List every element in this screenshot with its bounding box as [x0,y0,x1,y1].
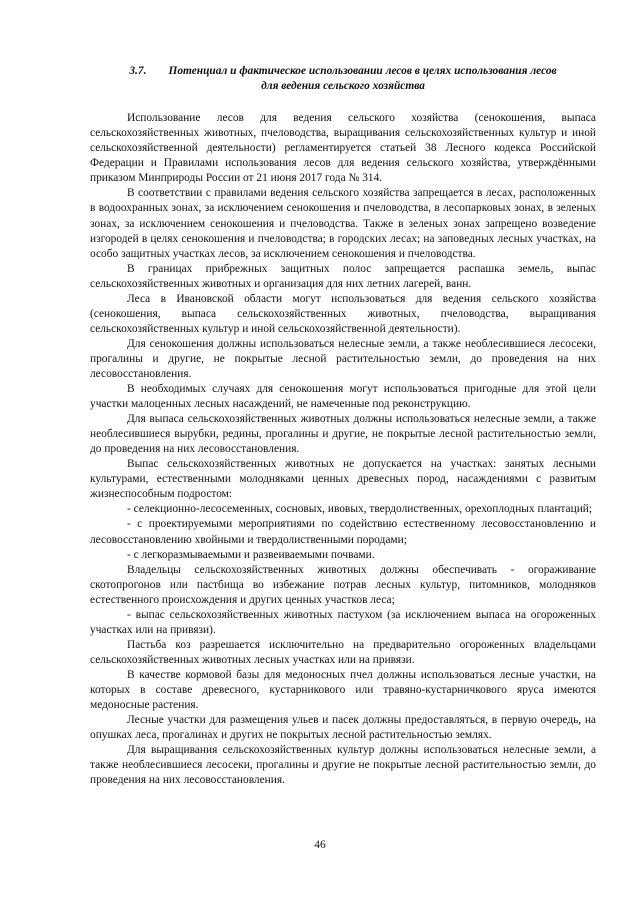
section-body [90,111,596,788]
section-heading [90,64,596,93]
list-item: - с легкоразмываемыми и развеиваемыми почвами. [127,548,375,561]
list-item: - селекционно-лесосеменных, сосновых, ивовых, твердолиственных, орехоплодных плантаций; [127,503,593,516]
section-title-line-2: для ведения сельского хозяйства [261,79,425,92]
page-number: 46 [314,839,326,851]
section-heading-line-1 [90,64,596,79]
document-page [90,64,596,788]
paragraph: Пастьба коз разрешается исключительно на предварительно огороженных владельцами сельскохозяйственных животных лесных участках или на привязи. [90,638,596,666]
paragraph: Для выращивания сельскохозяйственных культур должны использоваться нелесные земли, а также необлесившиеся лесосеки, прогалины и другие не покрытые лесной растительностью земли, до проведения на них лесовосстановления. [90,744,596,787]
paragraph: В соответствии с правилами ведения сельского хозяйства запрещается в лесах, расположенных в водоохранных зонах, за исключением сенокошения и пчеловодства, в лесопарковых зонах, в зеленых зонах, за исключением сенокошения и пчеловодства. Также в зеленых зонах запрещено возведение изгородей в целях сенокошения и пчеловодства; в городских лесах; на заповедных лесных участках, на особо защитных участках лесов, за исключением сенокошения и пчеловодства. [90,187,596,260]
paragraph: Леса в Ивановской области могут использоваться для ведения сельского хозяйства (сенокошения, выпаса сельскохозяйственных животных, пчеловодства, выращивания сельскохозяйственных культур и иной сельскохозяйственной деятельности). [90,292,596,335]
paragraph: Для выпаса сельскохозяйственных животных должны использоваться нелесные земли, а также необлесившиеся вырубки, редины, прогалины и другие, не покрытые лесной растительностью земли, до проведения на них лесовосстановления. [90,413,596,456]
list-item: - с проектируемыми мероприятиями по содействию естественному лесовосстановлению и лесовосстановлению хвойными и твердолиственными породами; [90,518,596,546]
list-item: - выпас сельскохозяйственных животных пастухом (за исключением выпаса на огороженных участках или на привязи). [90,608,596,636]
paragraph: Владельцы сельскохозяйственных животных должны обеспечивать - огораживание скотопрогонов или пастбища во избежание потрав лесных культур, питомников, молодняков естественного происхождения и других ценных участков леса; [90,563,596,606]
paragraph: В качестве кормовой базы для медоносных пчел должны использоваться лесные участки, на которых в составе древесного, кустарникового или травяно-кустарничкового яруса имеются медоносные растения. [90,668,596,712]
paragraph: Использование лесов для ведения сельского хозяйства (сенокошения, выпаса сельскохозяйственных животных, пчеловодства, выращивания сельскохозяйственных культур и иной сельскохозяйственной деятельности) регламентируется статьей 38 Лесного кодекса Российской Федерации и Правилами использования лесов для ведения сельского хозяйства, утверждёнными приказом Минприроды России от 21 июня 2017 года № 314. [90,112,596,185]
paragraph: Для сенокошения должны использоваться нелесные земли, а также необлесившиеся лесосеки, прогалины и другие, не покрытые лесной растительностью земли, до проведения на них лесовосстановления. [90,337,596,380]
paragraph: В границах прибрежных защитных полос запрещается распашка земель, выпас сельскохозяйственных животных и организация для них летних лагерей, ванн. [90,262,596,290]
paragraph: Лесные участки для размещения ульев и пасек должны предоставляться, в первую очередь, на опушках леса, прогалинах и других не покрытых лесной растительностью землях. [90,714,596,742]
section-title-line-1: Потенциал и фактическое использовании лесов в целях использования лесов [168,65,557,77]
section-number: 3.7. [129,65,147,77]
paragraph: В необходимых случаях для сенокошения могут использоваться пригодные для этой цели участки малоценных лесных насаждений, не намеченные под реконструкцию. [90,383,596,411]
paragraph: Выпас сельскохозяйственных животных не допускается на участках: занятых лесными культурами, естественными молодняками ценных древесных пород, насаждениями с развитым жизнеспособным подростом: [90,458,596,501]
